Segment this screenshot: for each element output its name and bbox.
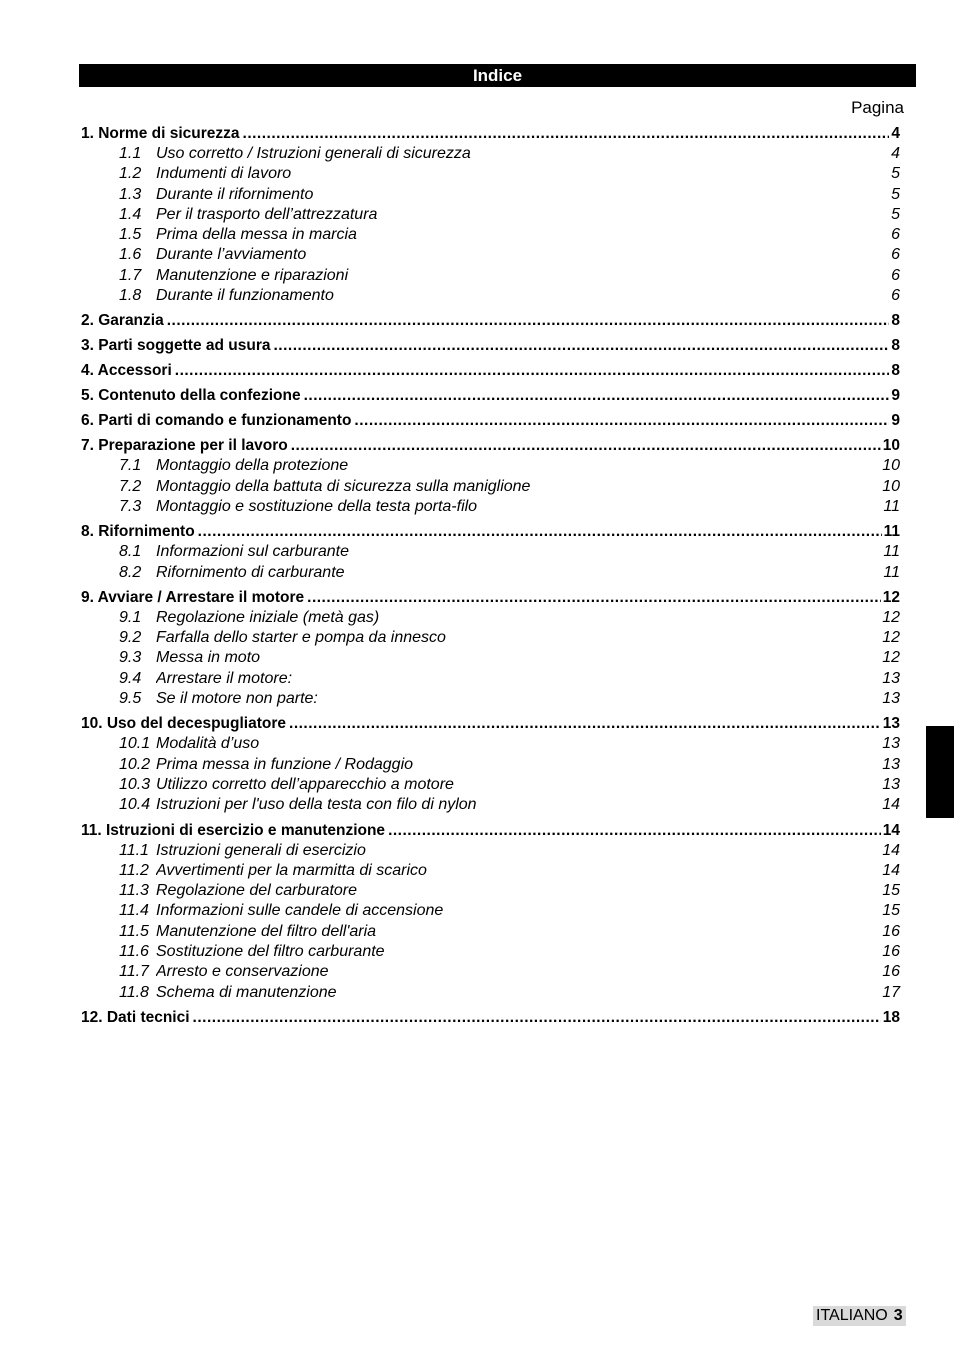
toc-entry-page: 4 (891, 125, 900, 142)
toc-entry[interactable] (81, 411, 900, 431)
toc-subentry-title: Farfalla dello starter e pompa da innesco (156, 629, 446, 647)
toc-subentry-number: 1.4 (119, 205, 142, 223)
toc-subentry-title: Messa in moto (156, 649, 261, 667)
toc-subentry-title: Prima della messa in marcia (156, 226, 357, 244)
toc-leader-dots (274, 336, 890, 356)
toc-section (81, 311, 900, 331)
toc-subentry-title: Montaggio e sostituzione della testa porta-filo (156, 497, 478, 515)
toc-subentry-page: 11 (883, 563, 900, 581)
toc-entry-title: 1. Norme di sicurezza (81, 125, 240, 142)
toc-subentry[interactable] (81, 755, 900, 775)
toc-subentry[interactable] (81, 266, 900, 286)
toc-entry-title: 3. Parti soggette ad usura (81, 337, 271, 355)
toc-subentry-page: 6 (891, 246, 900, 264)
toc-subentry[interactable] (81, 205, 900, 225)
toc-subentry-page: 14 (882, 861, 900, 879)
toc-entry[interactable] (81, 821, 900, 841)
footer-page-number: 3 (893, 1307, 903, 1324)
toc-entry-page: 9 (891, 387, 900, 405)
toc-entry-title: 7. Preparazione per il lavoro (81, 437, 288, 455)
toc-subentry[interactable] (81, 734, 900, 754)
toc-subentry-number: 11.3 (119, 882, 149, 900)
toc-entry-page: 12 (882, 588, 900, 606)
toc-subentry-number: 7.3 (119, 497, 142, 515)
toc-leader-dots (198, 522, 882, 542)
toc-entry-page: 8 (891, 362, 900, 380)
toc-section (81, 411, 900, 431)
toc-subentry[interactable] (81, 456, 900, 476)
toc-section (81, 588, 900, 709)
toc-subentry[interactable] (81, 608, 900, 628)
toc-section (81, 821, 900, 1003)
toc-subentry-number: 9.3 (119, 649, 142, 667)
toc-subentry-title: Se il motore non parte: (156, 690, 318, 708)
toc-entry[interactable] (81, 386, 900, 406)
toc-subentry-page: 16 (882, 922, 900, 940)
toc-subentry-title: Regolazione del carburatore (156, 882, 358, 900)
toc-subentry-page: 14 (882, 796, 900, 814)
toc-leader-dots (193, 1008, 881, 1028)
toc-subentry-page: 14 (882, 841, 900, 859)
toc-entry[interactable] (81, 361, 900, 381)
page-title: Indice (79, 64, 916, 87)
toc-subentry-page: 10 (882, 477, 900, 495)
toc-subentry[interactable] (81, 648, 900, 668)
toc-subentry-page: 5 (891, 165, 900, 183)
toc-leader-dots (291, 436, 881, 456)
toc-subentry-number: 10.2 (119, 755, 151, 773)
toc-subentry-number: 8.2 (119, 563, 142, 581)
page-column-label: Pagina (851, 98, 904, 117)
toc-subentry-page: 15 (882, 902, 900, 920)
toc-subentry-title: Istruzioni per l'uso della testa con filo di nylon (156, 796, 477, 814)
toc-subentry-number: 11.6 (119, 943, 149, 961)
toc-subentry-page: 13 (882, 775, 900, 793)
toc-subentry-title: Istruzioni generali di esercizio (156, 841, 366, 859)
toc-leader-dots (175, 361, 890, 381)
toc-subentry-page: 15 (882, 882, 900, 900)
toc-subentry-number: 11.2 (119, 861, 149, 879)
toc-subentry-title: Modalità d’uso (156, 735, 260, 753)
toc-subentry-page: 5 (891, 185, 900, 203)
toc-subentry-title: Arresto e conservazione (156, 963, 329, 981)
toc-entry-title: 2. Garanzia (81, 312, 164, 330)
toc-entry-page: 13 (882, 715, 900, 733)
toc-section (81, 436, 900, 517)
toc-entry[interactable] (81, 336, 900, 356)
toc-subentry-title: Montaggio della protezione (156, 457, 349, 475)
toc-entry-page: 11 (883, 523, 900, 541)
toc-subentry-title: Durante il funzionamento (156, 287, 334, 305)
toc-subentry[interactable] (81, 795, 900, 815)
toc-subentry[interactable] (81, 775, 900, 795)
toc-subentry-number: 9.1 (119, 608, 142, 626)
toc-subentry[interactable] (81, 628, 900, 648)
toc-subentry-title: Indumenti di lavoro (156, 165, 292, 183)
toc-leader-dots (354, 411, 889, 431)
toc-subentry-page: 11 (883, 497, 900, 515)
toc-leader-dots (289, 714, 881, 734)
toc-subentry[interactable] (81, 922, 900, 942)
toc-subentry-page: 12 (882, 608, 900, 626)
toc-entry[interactable] (81, 1008, 900, 1028)
toc-entry[interactable] (81, 311, 900, 331)
toc-subentry-title: Informazioni sul carburante (156, 543, 349, 561)
toc-subentry-number: 11.8 (119, 983, 149, 1001)
toc-subentry[interactable] (81, 245, 900, 265)
toc-entry[interactable] (81, 522, 900, 542)
toc-subentry[interactable] (81, 477, 900, 497)
toc-section (81, 522, 900, 583)
toc-subentry-number: 1.5 (119, 226, 142, 244)
toc-subentry-number: 11.5 (119, 922, 149, 940)
toc-subentry-page: 6 (891, 287, 900, 305)
toc-subentry[interactable] (81, 542, 900, 562)
toc-subentry-page: 16 (882, 943, 900, 961)
toc-entry-title: 5. Contenuto della confezione (81, 387, 301, 405)
toc-subentry-title: Sostituzione del filtro carburante (156, 943, 385, 961)
toc-subentry[interactable] (81, 669, 900, 689)
toc-subentry-number: 1.8 (119, 287, 142, 305)
toc-subentry-title: Uso corretto / Istruzioni generali di sicurezza (156, 145, 471, 162)
toc-subentry[interactable] (81, 286, 900, 306)
toc-subentry-page: 13 (882, 755, 900, 773)
toc-entry[interactable] (81, 124, 900, 144)
toc-entry-title: 6. Parti di comando e funzionamento (81, 412, 352, 430)
toc-subentry-number: 10.1 (119, 735, 151, 753)
toc-subentry-title: Regolazione iniziale (metà gas) (156, 608, 380, 626)
toc-subentry-number: 1.7 (119, 266, 142, 284)
toc-section (81, 336, 900, 356)
toc-entry[interactable] (81, 436, 900, 456)
toc-subentry-number: 7.1 (119, 457, 142, 475)
toc-subentry[interactable] (81, 983, 900, 1003)
toc-leader-dots (307, 588, 881, 608)
toc-entry-title: 4. Accessori (81, 362, 172, 380)
toc-subentry-title: Avvertimenti per la marmitta di scarico (156, 861, 427, 879)
toc-subentry-number: 11.1 (119, 841, 149, 859)
toc-subentry-page: 17 (882, 983, 900, 1001)
toc-subentry[interactable] (81, 689, 900, 709)
toc-subentry-title: Utilizzo corretto dell’apparecchio a motore (156, 775, 454, 793)
toc-subentry-number: 10.4 (119, 796, 151, 814)
toc-subentry-title: Manutenzione e riparazioni (156, 266, 349, 284)
toc-subentry-title: Prima messa in funzione / Rodaggio (156, 755, 414, 773)
toc-subentry[interactable] (81, 881, 900, 901)
toc-subentry[interactable] (81, 861, 900, 881)
toc-entry-title: 10. Uso del decespugliatore (81, 715, 287, 733)
toc-subentry-number: 1.1 (119, 145, 142, 162)
toc-subentry-page: 5 (891, 205, 900, 223)
toc-subentry-page: 13 (882, 735, 900, 753)
toc-subentry-number: 11.7 (119, 963, 149, 981)
toc-subentry-number: 7.2 (119, 477, 142, 495)
toc-subentry-title: Schema di manutenzione (156, 983, 337, 1001)
toc-subentry-title: Rifornimento di carburante (156, 563, 345, 581)
toc-subentry-title: Per il trasporto dell’attrezzatura (156, 205, 378, 223)
footer-language: ITALIANO (816, 1307, 888, 1324)
toc-section (81, 124, 900, 306)
toc-subentry[interactable] (81, 942, 900, 962)
toc-subentry-number: 8.1 (119, 543, 142, 561)
toc-subentry-page: 16 (882, 963, 900, 981)
toc-subentry[interactable] (81, 144, 900, 164)
toc-entry[interactable] (81, 588, 900, 608)
toc-subentry[interactable] (81, 962, 900, 982)
toc-subentry-number: 1.3 (119, 185, 142, 203)
toc-subentry[interactable] (81, 841, 900, 861)
toc-subentry-number: 10.3 (119, 775, 151, 793)
toc-subentry[interactable] (81, 497, 900, 517)
table-of-contents (81, 124, 900, 1028)
toc-subentry-page: 13 (882, 669, 900, 687)
toc-entry[interactable] (81, 714, 900, 734)
toc-section (81, 1008, 900, 1028)
toc-subentry-title: Informazioni sulle candele di accensione (156, 902, 444, 920)
page-footer (813, 1306, 906, 1326)
toc-leader-dots (304, 386, 890, 406)
toc-subentry-page: 12 (882, 629, 900, 647)
toc-subentry[interactable] (81, 563, 900, 583)
toc-subentry[interactable] (81, 164, 900, 184)
toc-subentry-title: Arrestare il motore: (156, 669, 293, 687)
toc-subentry-page: 13 (882, 690, 900, 708)
toc-subentry-number: 11.4 (119, 902, 149, 920)
language-tab-marker (926, 726, 954, 818)
toc-subentry[interactable] (81, 185, 900, 205)
toc-entry-page: 14 (882, 821, 900, 839)
toc-entry-title: 8. Rifornimento (81, 523, 195, 541)
toc-entry-title: 12. Dati tecnici (81, 1008, 190, 1026)
toc-entry-page: 9 (891, 412, 900, 430)
toc-subentry-title: Montaggio della battuta di sicurezza sulla maniglione (156, 477, 531, 495)
toc-leader-dots (243, 124, 890, 144)
toc-subentry-page: 12 (882, 649, 900, 667)
toc-leader-dots (388, 821, 881, 841)
toc-subentry[interactable] (81, 901, 900, 921)
toc-entry-page: 18 (882, 1008, 900, 1026)
toc-subentry-page: 4 (891, 145, 900, 162)
toc-subentry-page: 6 (891, 266, 900, 284)
toc-subentry-page: 10 (882, 457, 900, 475)
toc-subentry-title: Durante il rifornimento (156, 185, 314, 203)
toc-subentry-page: 11 (883, 543, 900, 561)
toc-subentry-number: 9.4 (119, 669, 142, 687)
toc-entry-title: 9. Avviare / Arrestare il motore (81, 588, 305, 606)
toc-subentry-number: 9.2 (119, 629, 142, 647)
toc-subentry-title: Durante l’avviamento (156, 246, 307, 264)
toc-entry-page: 8 (891, 337, 900, 355)
toc-subentry[interactable] (81, 225, 900, 245)
toc-section (81, 714, 900, 815)
toc-subentry-number: 1.2 (119, 165, 142, 183)
toc-section (81, 386, 900, 406)
toc-subentry-number: 1.6 (119, 246, 142, 264)
toc-entry-page: 8 (891, 312, 900, 330)
toc-section (81, 361, 900, 381)
toc-entry-page: 10 (882, 437, 900, 455)
toc-subentry-page: 6 (891, 226, 900, 244)
toc-entry-title: 11. Istruzioni di esercizio e manutenzione (81, 821, 386, 839)
toc-leader-dots (167, 311, 890, 331)
toc-subentry-number: 9.5 (119, 690, 142, 708)
toc-subentry-title: Manutenzione del filtro dell'aria (156, 922, 377, 940)
